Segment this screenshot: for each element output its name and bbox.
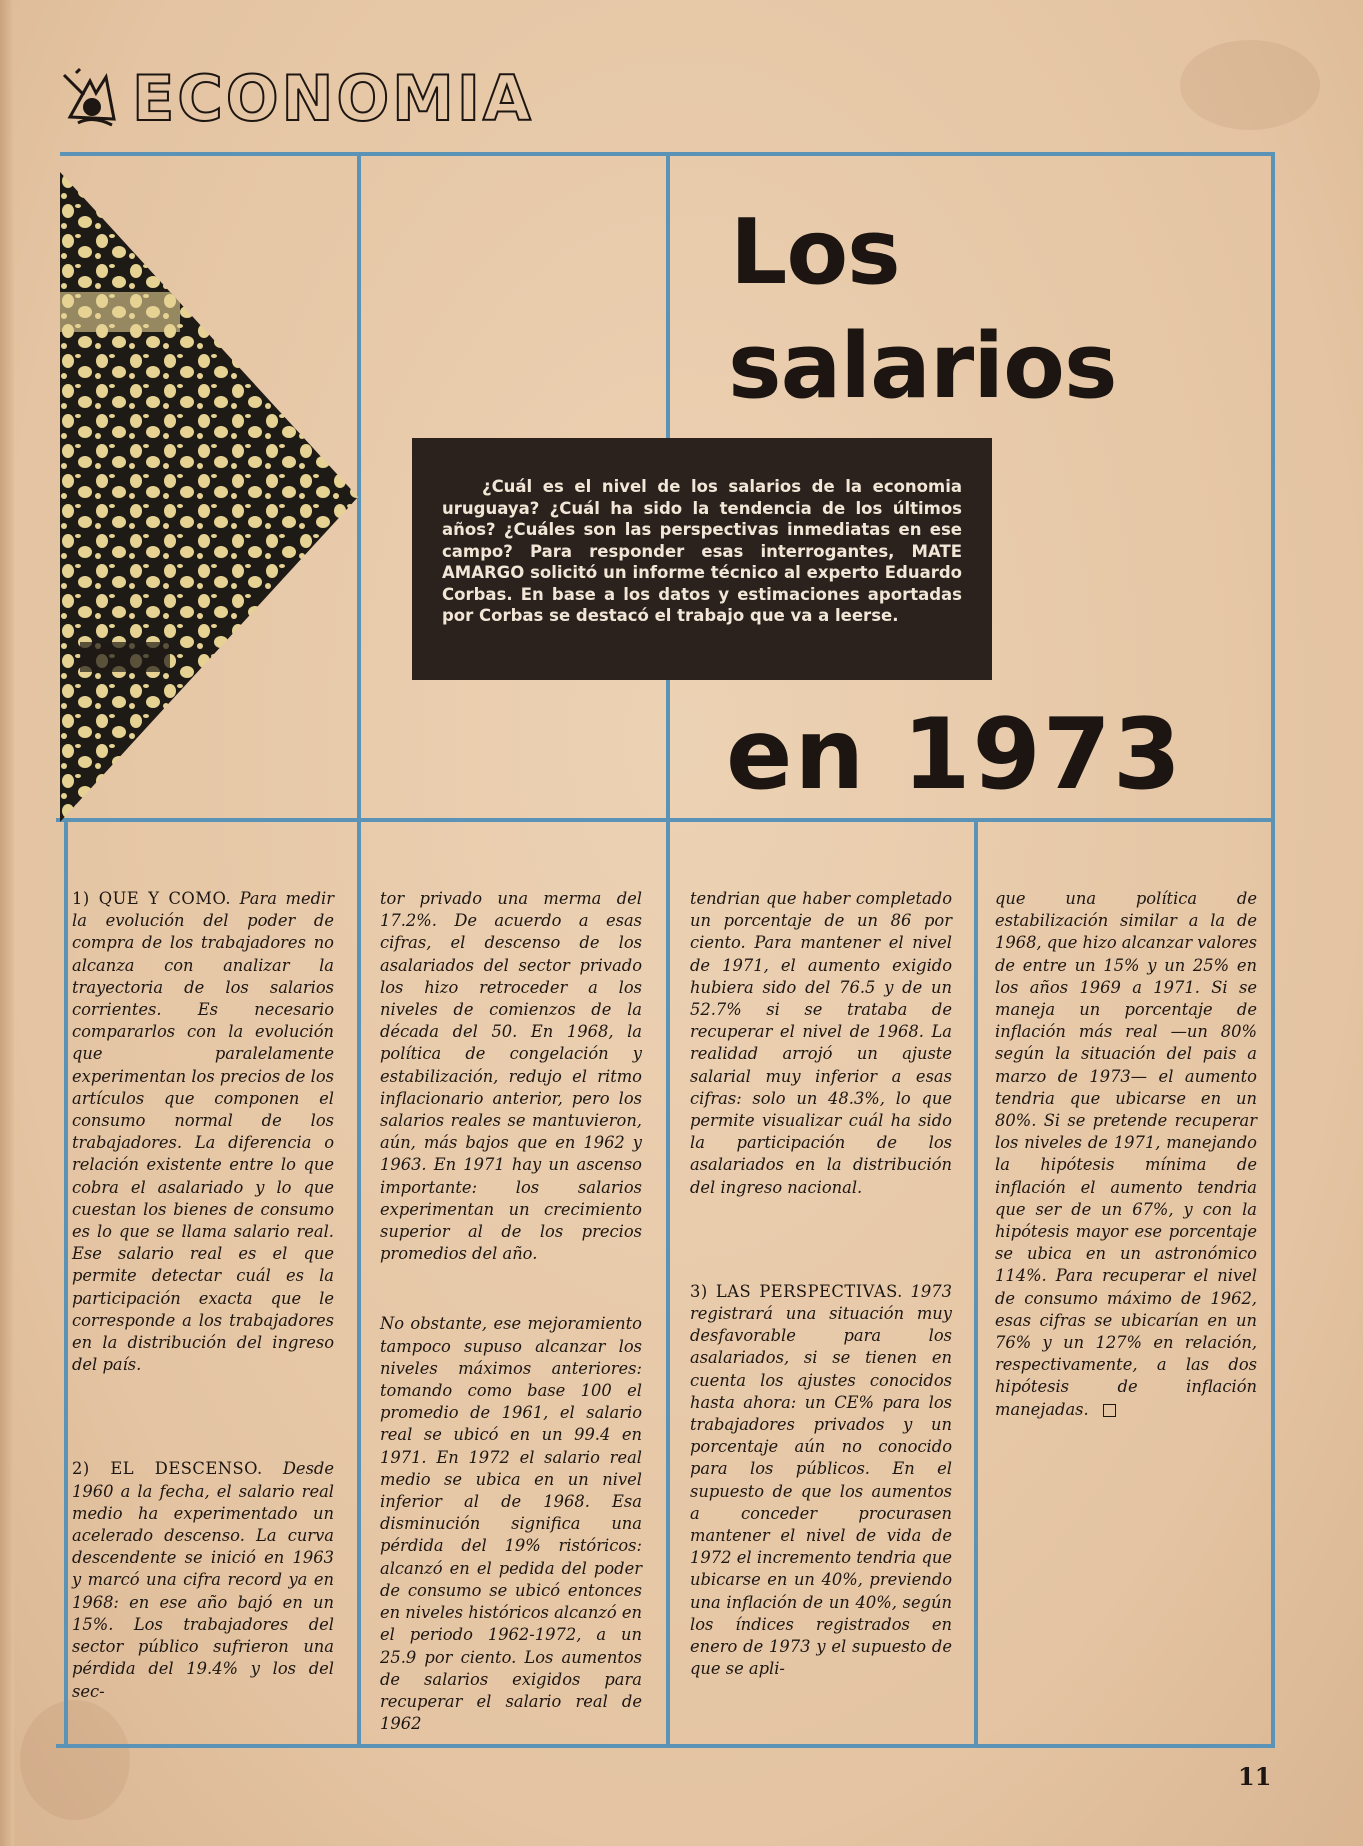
- end-mark-icon: [1103, 1404, 1116, 1417]
- section-1-text: Para medir la evolución del poder de compra de los trabajadores no alcanza con analizar la trayectoria de los salarios corrientes. Es necesario compararlos con la evolución que paralelamente experimentan los precios de los artículos que componen el consumo normal de los trabajadores. La diferencia o relación existente entre lo que cobra el asalariado y lo que cuestan los bienes de consumo es lo que se llama salario real. Ese salario real es el que permite detectar cuál es la participación exacta que le corresponde a los trabajadores en la distribución del ingreso del país.: [72, 889, 334, 1375]
- section-3-paragraph: [690, 1281, 952, 1681]
- section-3-heading: 3) LAS PERSPECTIVAS.: [690, 1281, 903, 1301]
- paper-stain: [1180, 40, 1320, 130]
- column-1: [72, 888, 334, 1719]
- page-number: 11: [1238, 1762, 1272, 1791]
- section-3-text-end: [995, 888, 1257, 1421]
- section-2-text-start: Desde 1960 a la fecha, el salario real medio ha experimentado un acelerado descenso. La curva descendente se inició en 1963 y marcó una cifra record ya en 1968: en ese año bajó en un 15%. Los trabajadores del sector público sufrieron una pérdida del 19.4% y los del sec-: [72, 1459, 334, 1701]
- headline-line3: en 1973: [726, 698, 1184, 812]
- section-2-paragraph: [72, 1458, 334, 1702]
- column-3: [690, 888, 952, 1697]
- section-1-paragraph: [72, 888, 334, 1376]
- section-2-heading: 2) EL DESCENSO.: [72, 1459, 263, 1479]
- section-2-text-b: No obstante, ese mejoramiento tampoco supuso alcanzar los niveles máximos anteriores: tomando como base 100 el promedio de 1961, el salario real se ubicó en un 99.4 en 1971. En 1972 el salario real medio se ubica en un nivel inferior al de 1968. Esa disminución significa una pérdida del 19% ristóricos: alcanzó en el pedida del poder de consumo se ubicó entonces en niveles históricos alcanzó en el periodo 1962-1972, a un 25.9 por ciento. Los aumentos de salarios exigidos para recuperar el salario real de 1962: [380, 1314, 642, 1734]
- mate-amargo-logo-icon: [62, 67, 122, 131]
- column-2: [380, 888, 642, 1751]
- headline-line2: salarios: [728, 314, 1117, 419]
- section-3-text-start: 1973 registrará una situación muy desfavorable para los asalariados, si se tienen en cuenta los ajustes conocidos hasta ahora: un CE% para los trabajadores privados y un porcentaje aún no conocido para los públicos. En el supuesto de que los aumentos a conceder procurasen mantener el nivel de vida de 1972 el incremento tendria que ubicarse en un 40%, previendo una inflación de un 40%, según los índices registrados en enero de 1973 y el supuesto de que se apli-: [690, 1281, 952, 1679]
- section-2-text-cont: tor privado una merma del 17.2%. De acuerdo a esas cifras, el descenso de los asalariados del sector privado los hizo retroceder a los niveles de comienzos de la década del 50. En 1968, la política de congelación y estabilización, redujo el ritmo inflacionario anterior, pero los salarios reales se mantuvieron, aún, más bajos que en 1962 y 1963. En 1971 hay un ascenso importante: los salarios experimentan un crecimiento superior al de los precios promedios del año.: [380, 889, 642, 1264]
- column-4: [995, 888, 1257, 1437]
- crowd-photo: [60, 172, 358, 822]
- intro-box: [412, 438, 992, 680]
- section-1-heading: 1) QUE Y COMO.: [72, 889, 232, 908]
- section-2-text-end: tendrian que haber completado un porcentaje de un 86 por ciento. Para mantener el nivel de 1971, el aumento exigido hubiera sido del 76.5 y de un 52.7% si se trataba de recuperar el nivel de 1968. La realidad arrojó un ajuste salarial muy inferior a esas cifras: solo un 48.3%, lo que permite visualizar cuál ha sido la participación de los asalariados en la distribución del ingreso nacional.: [690, 889, 952, 1197]
- section-3-text-cont: que una política de estabilización similar a la de 1968, que hizo alcanzar valores de entre un 15% y un 25% en los años 1969 a 1971. Si se maneja un porcentaje de inflación más real —un 80% según la situación del pais a marzo de 1973— el aumento tendria que ubicarse en un 80%. Si se pretende recuperar los niveles de 1971, manejando la hipótesis mínima de inflación el aumento tendria que ser de un 67%, y con la hipótesis mayor ese porcentaje se ubica en un astronómico 114%. Para recuperar el nivel de consumo máximo de 1962, esas cifras se ubicarían en un 76% y un 127% en relación, respectivamente, a las dos hipótesis de inflación manejadas.: [995, 889, 1257, 1419]
- headline-line1: Los: [730, 200, 900, 305]
- section-header: [62, 64, 534, 134]
- binding-edge: [0, 0, 14, 1846]
- intro-text: ¿Cuál es el nivel de los salarios de la economia uruguaya? ¿Cuál ha sido la tendencia de los últimos años? ¿Cuáles son las perspectivas inmediatas en ese campo? Para responder esas interrogantes, MATE AMARGO solicitó un informe técnico al experto Eduardo Corbas. En base a los datos y estimaciones aportadas por Corbas se destacó el trabajo que va a leerse.: [442, 477, 962, 625]
- section-title: ECONOMIA: [132, 62, 534, 135]
